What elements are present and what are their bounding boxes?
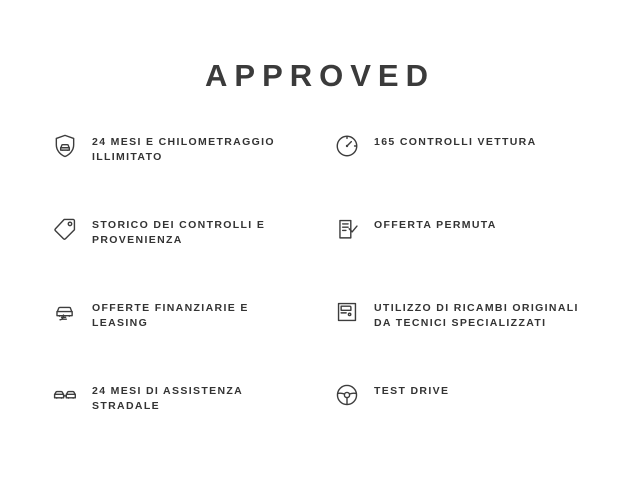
feature-item bbox=[52, 132, 334, 215]
tow-truck-icon bbox=[52, 382, 78, 408]
car-door-icon bbox=[334, 299, 360, 325]
feature-label: 24 MESI E CHILOMETRAGGIO ILLIMITATO bbox=[92, 136, 275, 163]
feature-label: 24 MESI DI ASSISTENZA STRADALE bbox=[92, 385, 243, 412]
feature-label: OFFERTA PERMUTA bbox=[374, 219, 497, 231]
feature-item bbox=[334, 298, 592, 381]
feature-item bbox=[334, 381, 592, 464]
steering-wheel-icon bbox=[334, 382, 360, 408]
clipboard-check-icon bbox=[334, 216, 360, 242]
feature-item bbox=[334, 215, 592, 298]
car-euro-icon bbox=[52, 299, 78, 325]
feature-label: UTILIZZO DI RICAMBI ORIGINALI DA TECNICI SPECIALIZZATI bbox=[374, 302, 579, 329]
feature-label: TEST DRIVE bbox=[374, 385, 450, 397]
feature-item bbox=[334, 132, 592, 215]
shield-car-icon bbox=[52, 133, 78, 159]
page-title: APPROVED bbox=[205, 58, 435, 93]
feature-label: 165 CONTROLLI VETTURA bbox=[374, 136, 537, 148]
speedometer-icon bbox=[334, 133, 360, 159]
feature-item bbox=[52, 298, 334, 381]
features-grid bbox=[52, 132, 592, 464]
feature-item bbox=[52, 381, 334, 464]
tag-icon bbox=[52, 216, 78, 242]
feature-label: OFFERTE FINANZIARIE E LEASING bbox=[92, 302, 249, 329]
feature-item bbox=[52, 215, 334, 298]
feature-label: STORICO DEI CONTROLLI E PROVENIENZA bbox=[92, 219, 266, 246]
